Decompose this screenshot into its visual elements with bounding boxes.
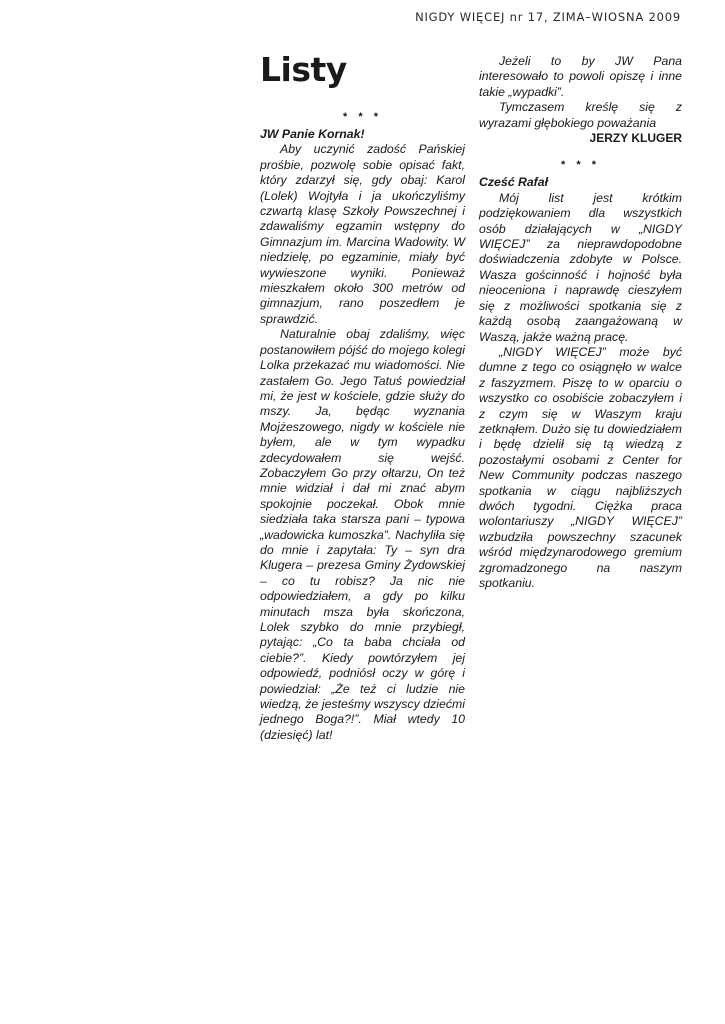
section-separator-stars: * * * [561, 159, 600, 172]
letter-paragraph-continued: Naturalnie obaj zdaliśmy, więc postanowiłem pójść do mojego kolegi Lolka przekazać mu wiadomości. Nie zastałem Go. Jego Tatuś powiedział mi, że jest w kościele, gdzie służy do mszy. Ja, będąc wyznania Mojżeszowego, nigdy w kościele nie byłem, ale w tym wypadku zdecydowałem się wejść. Zobaczyłem Go przy ołtarzu, On też mnie widział i dał mi znać abym spokojnie poczekał. Obok mnie siedziała taka starsza pani – typowa „wadowicka kumoszka”. Nachyliła się do mnie i zapytała: Ty – syn dra Klugera – prezesa Gminy Żydowskiej – co tu robisz? Ja nic nie odpowiedziałem, a gdy po kilku minutach msza była skończona, Lolek szybko do mnie przybiegł, pytając: „Co ta baba chciała od ciebie?”. Kiedy powtórzyłem jej odpowiedź, podniósł oczy w górę i powiedział: „Że też ci ludzie nie wiedzą, że jesteśmy wszyscy dziećmi jednego Boga?!”. Miał wtedy 10 (dziesięć) lat! [260, 327, 465, 742]
letter-paragraph: „NIGDY WIĘCEJ” może być dumne z tego co osiągnęło w walce z faszyzmem. Piszę to w oparciu o wszystko co osobiście zobaczyłem i z czym się w Waszym kraju zetknąłem. Dużo się tu dowiedziałem i będę dzielił się tą wiedzą z pozostałymi osobami z Center for New Community podczas naszego spotkania w ciągu najbliższych dwóch tygodni. Ciężka praca wolontariuszy „NIGDY WIĘCEJ” wzbudziła powszechny szacunek wśród międzynarodowego gremium zgromadzonego na naszym spotkaniu. [479, 344, 682, 590]
left-column [260, 50, 465, 742]
letter-salutation: Cześć Rafał [479, 175, 549, 190]
running-header: NIGDY WIĘCEJ nr 17, ZIMA–WIOSNA 2009 [415, 10, 681, 24]
letter-closing: Tymczasem kreślę się z wyrazami głębokiego poważania [479, 100, 682, 130]
letter-paragraph: Jeżeli to by JW Pana interesowało to powoli opiszę i inne takie „wypadki”. [479, 54, 682, 99]
letter-signature: JERZY KLUGER [589, 131, 682, 146]
right-column [479, 54, 682, 591]
letter-paragraph: Aby uczynić zadość Pańskiej prośbie, pozwolę sobie opisać fakt, który zdarzył się, gdy obaj: Karol (Lolek) Wojtyła i ja ukończyliśmy czwartą klasę Szkoły Powszechnej i zdawaliśmy egzamin wstępny do Gimnazjum im. Marcina Wadowity. W niedzielę, po egzaminie, miały być wywieszone wyniki. Ponieważ mieszkałem około 300 metrów od gimnazjum, rano poszedłem je sprawdzić. [260, 142, 465, 326]
letter-paragraph: Mój list jest krótkim podziękowaniem dla wszystkich osób działających w „NIGDY WIĘCEJ” za nieprawdopodobne doświadczenia zdobyte w Polsce. Wasza gościnność i hojność była nieoceniona i naprawdę cieszyłem się z możliwości spotkania się z każdą osobą zaangażowaną w Waszą, jakże ważną pracę. [479, 190, 682, 344]
section-title: Listy [260, 50, 347, 89]
letter-salutation: JW Panie Kornak! [260, 127, 365, 141]
section-separator-stars: * * * [343, 111, 382, 123]
